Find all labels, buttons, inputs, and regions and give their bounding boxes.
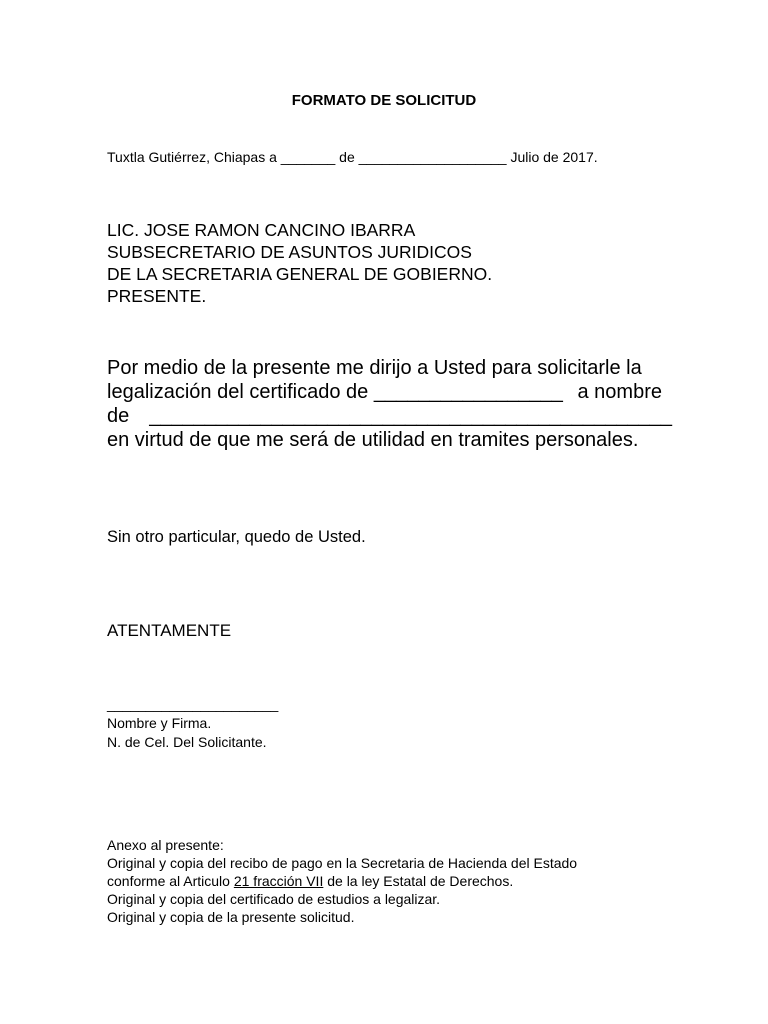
body-row-3 — [107, 404, 673, 428]
body-row-2-text: legalización del certificado de _________________ — [107, 381, 563, 403]
request-body — [107, 356, 673, 452]
closing-text: Sin otro particular, quedo de Usted. — [107, 528, 366, 546]
body-row-1-text: Por medio de la presente me dirijo a Usted para solicitarle la — [107, 357, 642, 379]
addressee-block — [107, 219, 492, 307]
annex-block — [107, 836, 577, 926]
annex-item-2 — [107, 872, 577, 890]
atentamente-text: ATENTAMENTE — [107, 621, 232, 640]
name-blank: _______________________________________________ — [149, 405, 673, 427]
signature-line: ______________________ — [107, 696, 279, 712]
annex-item-2-end: de la ley Estatal de Derechos. — [323, 873, 514, 889]
annex-item-4: Original y copia de la presente solicitud. — [107, 909, 355, 925]
annex-article-link[interactable]: 21 fracción VII — [233, 873, 324, 889]
addressee-office: DE LA SECRETARIA GENERAL DE GOBIERNO. — [107, 264, 493, 284]
body-row-4: en virtud de que me será de utilidad en tramites personales. — [107, 429, 639, 451]
annex-item-3: Original y copia del certificado de estudios a legalizar. — [107, 891, 441, 907]
body-row-2 — [107, 380, 662, 404]
signature-block — [107, 695, 278, 752]
date-line: Tuxtla Gutiérrez, Chiapas a _______ de ___________________ Julio de 2017. — [107, 149, 598, 165]
annex-item-1: Original y copia del recibo de pago en la Secretaria de Hacienda del Estado — [107, 855, 578, 871]
body-row-3-text: de — [107, 405, 130, 427]
signature-name-label: Nombre y Firma. — [107, 715, 212, 731]
document-title: FORMATO DE SOLICITUD — [291, 92, 477, 109]
signature-phone-label: N. de Cel. Del Solicitante. — [107, 734, 267, 750]
body-row-1 — [107, 356, 662, 380]
body-row-2-end: a nombre — [577, 381, 662, 403]
annex-item-2-start: conforme al Articulo — [107, 873, 234, 889]
addressee-position: SUBSECRETARIO DE ASUNTOS JURIDICOS — [107, 242, 472, 262]
annex-heading: Anexo al presente: — [107, 837, 224, 853]
addressee-name: LIC. JOSE RAMON CANCINO IBARRA — [107, 220, 416, 240]
addressee-presente: PRESENTE. — [107, 286, 207, 306]
